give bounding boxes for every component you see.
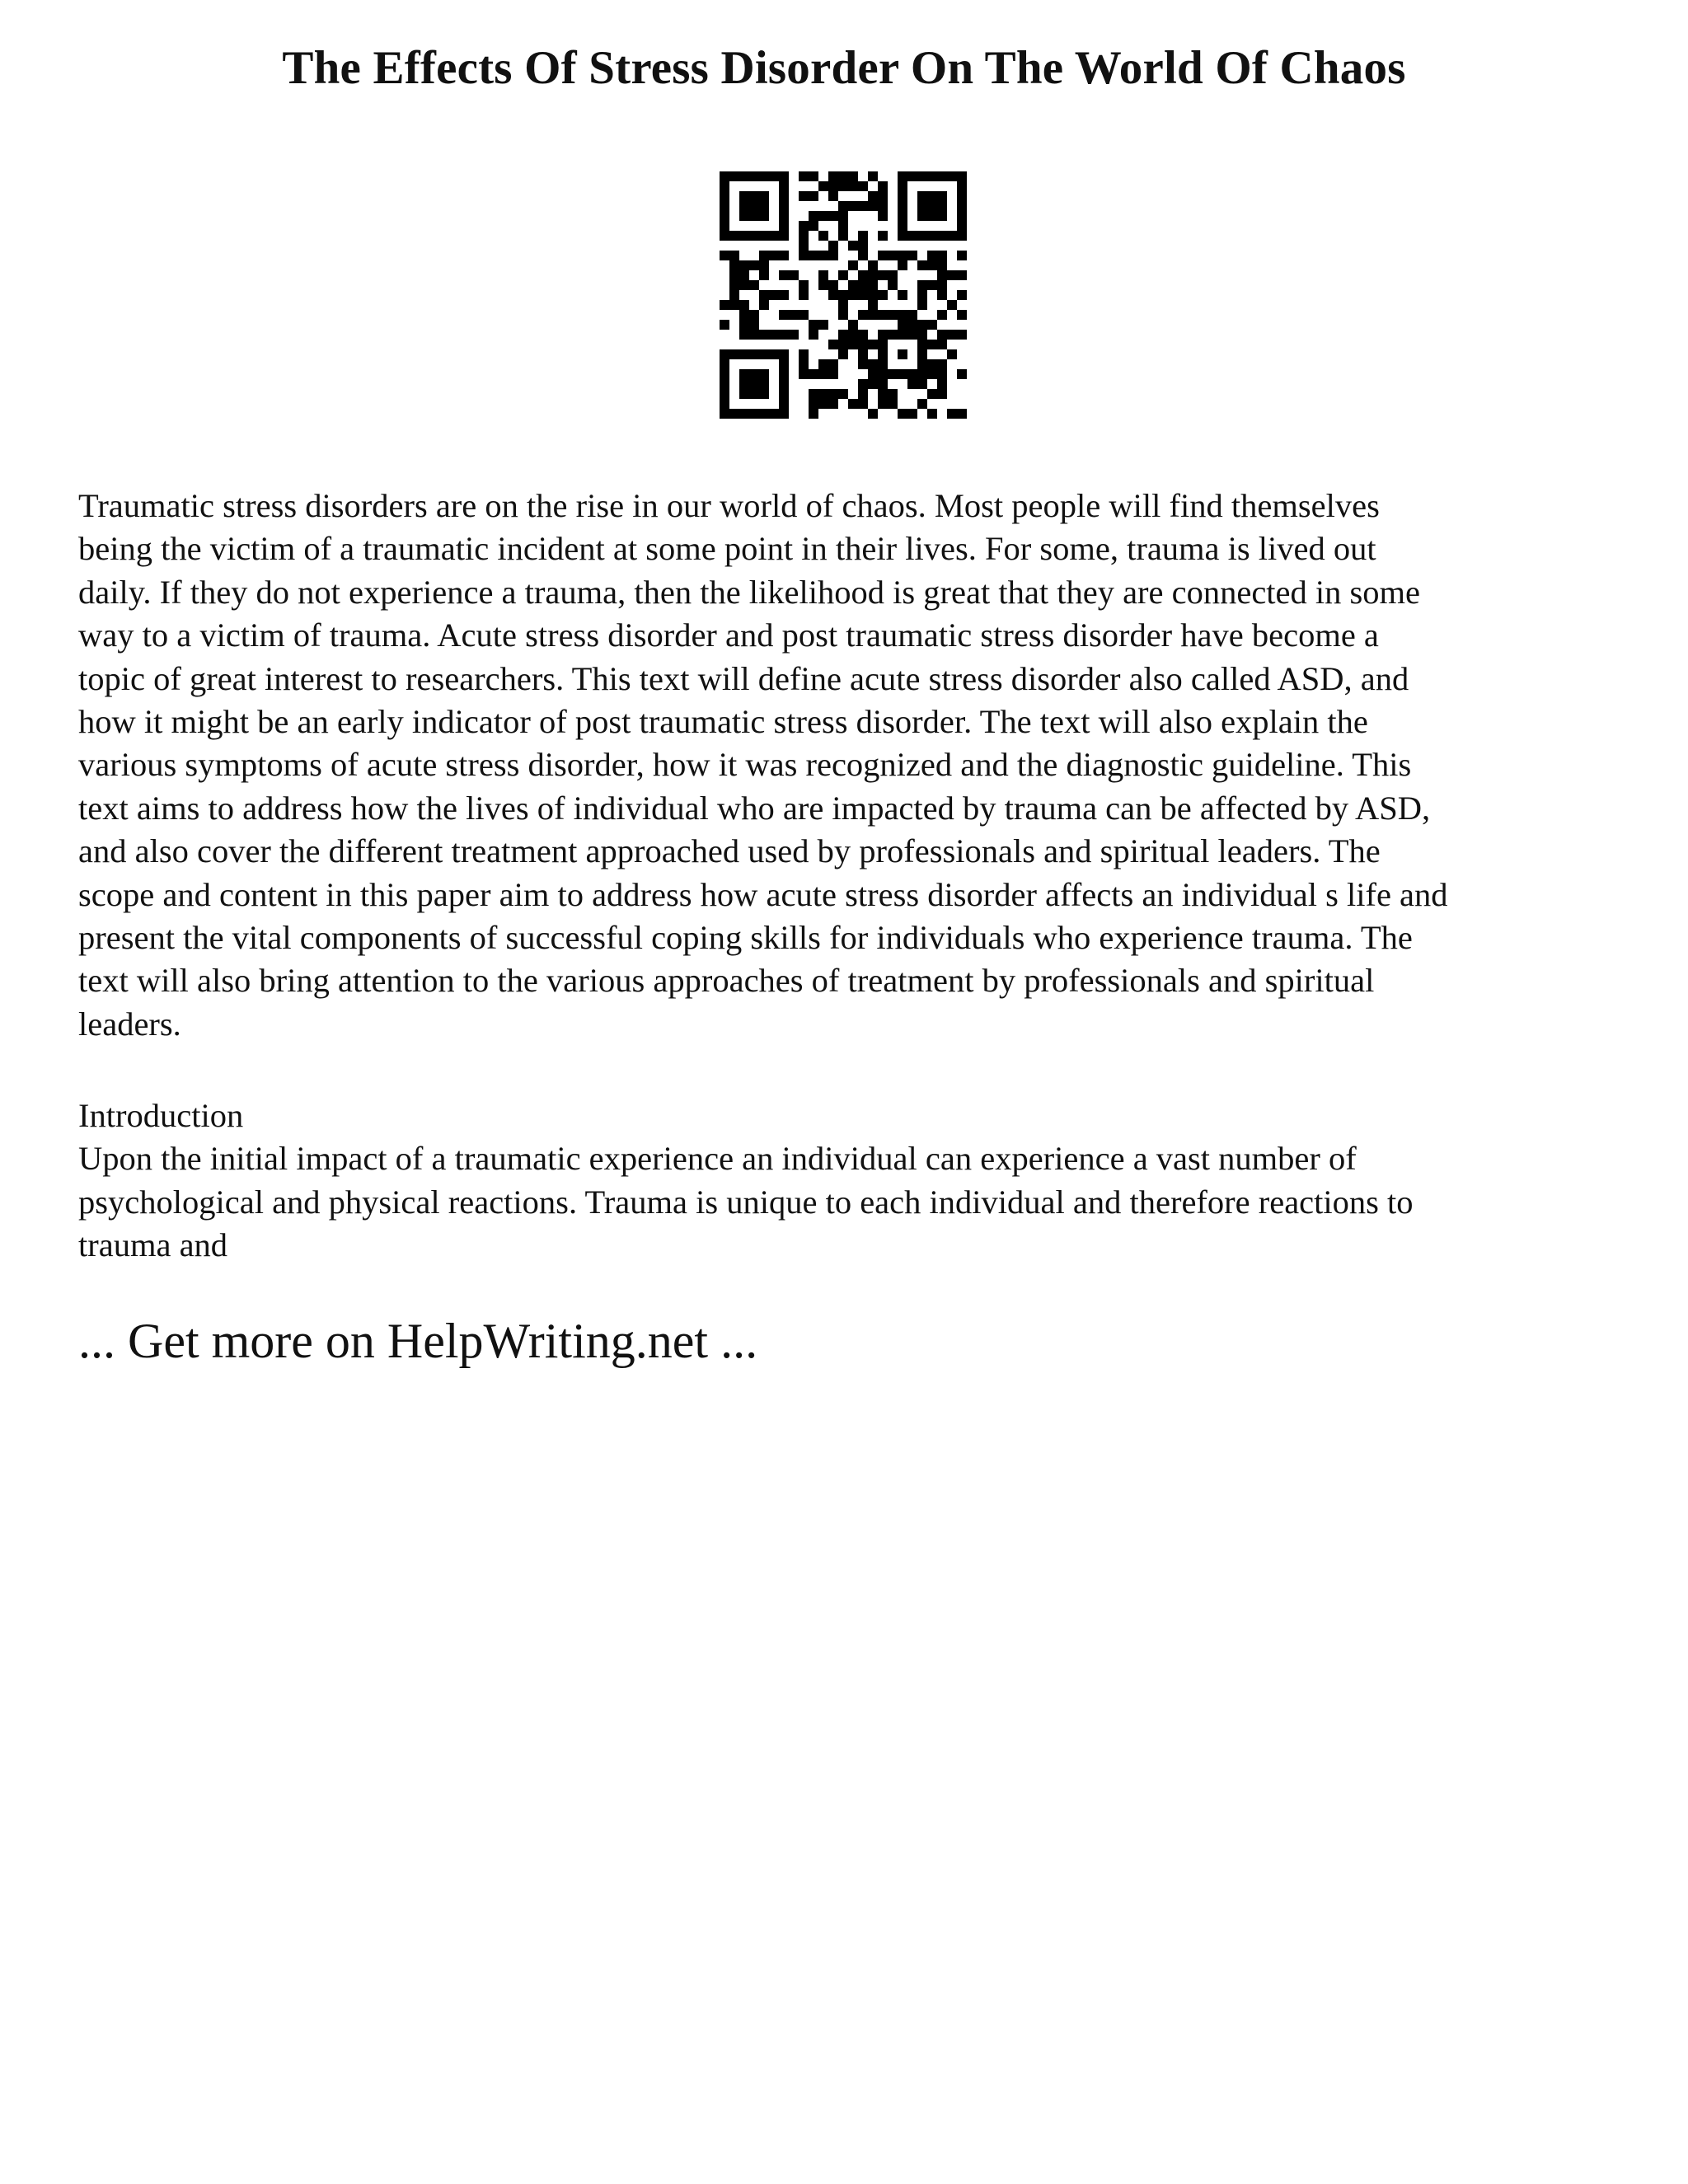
abstract-line: being the victim of a traumatic incident at some point in their lives. For some, trauma is lived out <box>78 530 1376 568</box>
abstract-line: way to a victim of trauma. Acute stress disorder and post traumatic stress disorder have become a <box>78 616 1379 654</box>
qr-code-image <box>720 171 967 419</box>
qr-code-graphic <box>720 171 967 419</box>
abstract-paragraph <box>78 485 1628 1046</box>
abstract-line: topic of great interest to researchers. This text will define acute stress disorder also called ASD, and <box>78 659 1409 697</box>
abstract-line: text aims to address how the lives of individual who are impacted by trauma can be affected by ASD, <box>78 789 1431 827</box>
introduction-line: psychological and physical reactions. Trauma is unique to each individual and therefore reactions to <box>78 1183 1414 1221</box>
abstract-line: text will also bring attention to the various approaches of treatment by professionals and spiritual <box>78 962 1375 1000</box>
abstract-line: scope and content in this paper aim to address how acute stress disorder affects an individual s life and <box>78 875 1448 913</box>
introduction-line: Upon the initial impact of a traumatic experience an individual can experience a vast number of <box>78 1140 1357 1178</box>
abstract-line: and also cover the different treatment approached used by professionals and spiritual leaders. The <box>78 832 1381 870</box>
abstract-line: daily. If they do not experience a trauma, then the likelihood is great that they are connected in some <box>78 573 1421 611</box>
abstract-line: leaders. <box>78 1005 181 1043</box>
abstract-line: various symptoms of acute stress disorder, how it was recognized and the diagnostic guideline. This <box>78 746 1412 784</box>
introduction-line: trauma and <box>78 1226 228 1264</box>
get-more-link[interactable]: ... Get more on HelpWriting.net ... <box>78 1314 758 1368</box>
abstract-line: present the vital components of successful coping skills for individuals who experience trauma. The <box>78 919 1413 957</box>
abstract-line: how it might be an early indicator of post traumatic stress disorder. The text will also explain the <box>78 703 1368 741</box>
introduction-heading: Introduction <box>78 1097 244 1134</box>
abstract-line: Traumatic stress disorders are on the rise in our world of chaos. Most people will find themselves <box>78 487 1380 524</box>
document-title: The Effects Of Stress Disorder On The World Of Chaos <box>282 42 1406 94</box>
introduction-section <box>78 1094 1628 1268</box>
